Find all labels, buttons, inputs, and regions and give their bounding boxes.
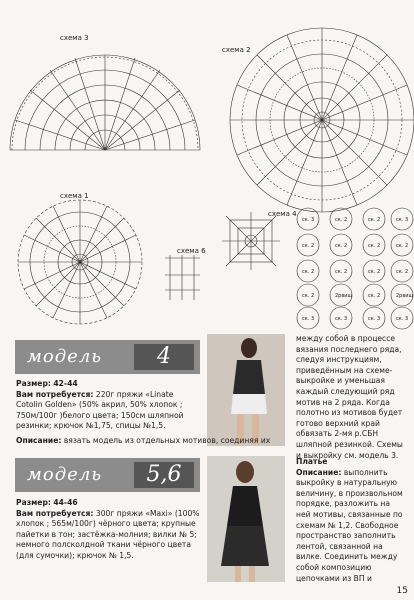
grid-cell: ск. 3 [368, 316, 381, 322]
grid-cell: 2рвищ [396, 293, 414, 299]
grid-cell: ск. 2 [335, 243, 348, 249]
scheme-4-label: схема 4 [268, 210, 297, 218]
grid-cell: ск. 3 [396, 217, 409, 223]
grid-cell: ск. 2 [335, 269, 348, 275]
grid-cell: ск. 2 [302, 269, 315, 275]
model-56-word: модель [27, 464, 103, 485]
model-56-banner [15, 458, 200, 492]
model-56-number: 5,6 [134, 462, 194, 488]
model-56-needs-text: 300г пряжи «Maxi» (100% хлопок ; 565м/100г) чёрного цвета; крупные пайетки в тон; застёжка-молния; вилки № 5; немного полсколдной ткани чёрного цвета (для сумочки); крючок № 1,5. [16, 508, 200, 560]
model-56-desc-label: Описание: [296, 467, 342, 477]
model-56-dress-title: Платье [296, 457, 328, 466]
grid-cell: ск. 2 [368, 217, 381, 223]
model-4-desc [16, 436, 292, 447]
scheme-1-label: схема 1 [60, 192, 89, 200]
model-4-word: модель [27, 346, 103, 367]
scheme-6-label: схема 6 [177, 247, 206, 255]
scheme-1-diagram [18, 200, 142, 324]
model-56-desc-text: выполнить выкройку в натуральную величину, в произвольном порядке, разложить на ней мотивы, связанные по схемам № 1,2. Свободное пространство заполнить лентой, связанной на вилке. Соединить между собой композицию цепочками из ВП и [296, 467, 403, 583]
page-number: 15 [396, 586, 408, 596]
scheme-2-label: схема 2 [222, 46, 251, 54]
grid-cell: ск. 3 [302, 316, 315, 322]
grid-cell: ск. 2 [335, 217, 348, 223]
grid-cell: ск. 2 [368, 293, 381, 299]
scheme-4-diagram [222, 212, 280, 270]
model-4-number: 4 [134, 344, 194, 370]
model-56-needs-label: Вам потребуется: [16, 508, 94, 518]
model-4-needs-label: Вам потребуется: [16, 389, 94, 399]
model-4-right-text: между собой в процессе вязания последнего ряда, следуя инструкциям, приведённым на схеме-выкройке и уменьшая каждый следующий ряд мотив на 2 ряда. Когда полотно из мотивов будет готово верхний край обвязать 2-мя р.СБН шляпной резинкой. Схемы и выкройку см. модель 3. [296, 334, 403, 460]
model-4-text [16, 379, 202, 432]
model-4-desc-text: вязать модель из отдельных мотивов, соединяя их [63, 436, 271, 445]
model-56-size-label: Размер: [16, 498, 51, 507]
model-4-needs-text: 220г пряжи «Linate Cotolin Golden» (50% акрил, 50% хлопок ; 750м/100г )белого цвета; 150см шляпной резинки; крючок №1,75, спицы №1,5. [16, 389, 184, 431]
scheme-2-diagram [230, 28, 414, 212]
grid-cell: 2рвищ [335, 293, 353, 299]
model-4-banner [15, 340, 200, 374]
grid-cell: ск. 3 [302, 217, 315, 223]
grid-cell: ск. 2 [368, 269, 381, 275]
grid-cell: ск. 3 [335, 316, 348, 322]
grid-cell: ск. 2 [396, 243, 409, 249]
model-56-size-value: 44-46 [53, 498, 78, 507]
grid-cell: ск. 2 [302, 243, 315, 249]
model-56-right-text [296, 457, 406, 584]
grid-cell: ск. 2 [302, 293, 315, 299]
scheme-3-diagram [10, 55, 200, 150]
model-56-photo [207, 456, 285, 582]
model-4-photo [207, 334, 285, 446]
model-4-size-value: 42-44 [53, 379, 78, 388]
scheme-3-label: схема 3 [60, 34, 89, 42]
model-56-text [16, 498, 202, 562]
grid-cell: ск. 2 [396, 269, 409, 275]
model-4-size-label: Размер: [16, 379, 51, 388]
grid-cell: ск. 3 [396, 316, 409, 322]
model-4-desc-label: Описание: [16, 436, 62, 445]
grid-cell: ск. 2 [368, 243, 381, 249]
scheme-6-diagram [165, 255, 200, 300]
